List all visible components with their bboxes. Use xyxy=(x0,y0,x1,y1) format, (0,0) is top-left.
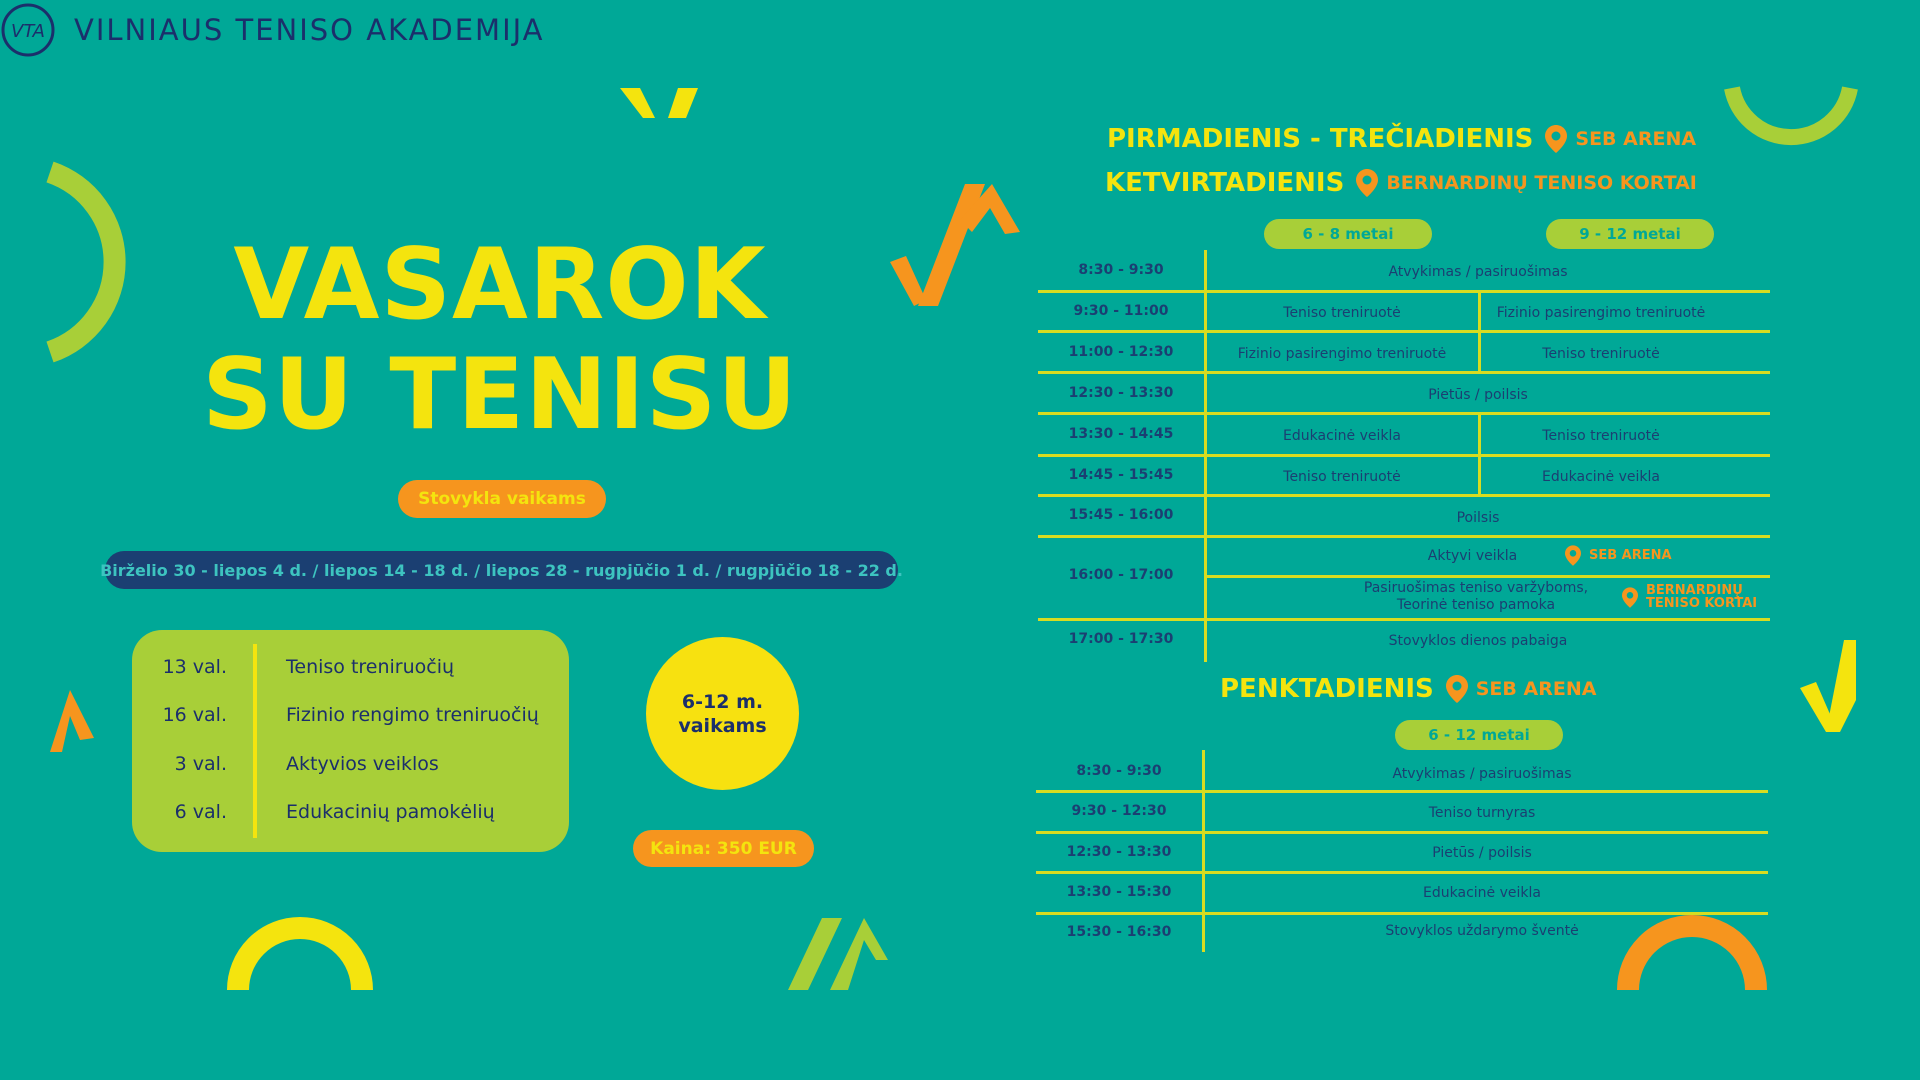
activity-group-2: Teniso treniruotė xyxy=(1542,427,1660,444)
time-slot: 14:45 - 15:45 xyxy=(1068,466,1174,483)
activity-group-2: Edukacinė veikla xyxy=(1542,468,1660,485)
venue-line: TENISO KORTAI xyxy=(1646,596,1758,611)
hours-label: Aktyvios veiklos xyxy=(286,753,439,775)
time-slot: 8:30 - 9:30 xyxy=(1076,762,1162,779)
venue xyxy=(1646,584,1757,610)
camp-tag: Stovykla vaikams xyxy=(398,480,606,518)
grid-line xyxy=(1206,575,1770,578)
time-slot: 15:30 - 16:30 xyxy=(1066,923,1172,940)
grid-line xyxy=(1036,912,1768,915)
time-slot: 12:30 - 13:30 xyxy=(1068,384,1174,401)
time-slot: 13:30 - 15:30 xyxy=(1066,883,1172,900)
venue: SEB ARENA xyxy=(1475,678,1597,700)
age-badge xyxy=(646,637,799,790)
time-slot: 9:30 - 12:30 xyxy=(1071,802,1167,819)
price-tag: Kaina: 350 EUR xyxy=(633,830,814,867)
headline-line-2: SU TENISU xyxy=(202,338,798,452)
venue: SEB ARENA xyxy=(1589,548,1672,563)
activity: Pietūs / poilsis xyxy=(1432,844,1532,861)
activity-group-1: Teniso treniruotė xyxy=(1283,468,1401,485)
age-range: 6-12 m. xyxy=(681,690,764,713)
headline-line-1: VASAROK xyxy=(233,228,767,342)
venue-tag xyxy=(1565,545,1672,566)
activity: Atvykimas / pasiruošimas xyxy=(1388,263,1568,280)
time-slot: 11:00 - 12:30 xyxy=(1068,343,1174,360)
grid-line xyxy=(1038,494,1770,497)
activity-group-1: Edukacinė veikla xyxy=(1283,427,1401,444)
location-pin-icon xyxy=(1446,675,1468,703)
time-slot: 8:30 - 9:30 xyxy=(1078,261,1164,278)
grid-line xyxy=(1036,831,1768,834)
venue: BERNARDINŲ TENISO KORTAI xyxy=(1386,172,1697,194)
time-slot: 16:00 - 17:00 xyxy=(1068,566,1174,583)
activity-line: Pasiruošimas teniso varžyboms, xyxy=(1363,580,1589,596)
grid-line xyxy=(1036,790,1768,793)
vta-logo-icon xyxy=(0,2,56,58)
grid-line xyxy=(1038,290,1770,293)
grid-line xyxy=(1038,618,1770,621)
day-name: PENKTADIENIS xyxy=(1220,674,1434,704)
activity: Pietūs / poilsis xyxy=(1428,386,1528,403)
location-pin-icon xyxy=(1565,545,1581,566)
activity: Teniso turnyras xyxy=(1428,804,1536,821)
venue-line: BERNARDINŲ xyxy=(1646,583,1743,598)
venue-tag xyxy=(1622,584,1757,610)
brand-logo xyxy=(0,0,590,60)
day-range: PIRMADIENIS - TREČIADIENIS xyxy=(1107,124,1534,154)
brand-name: VILNIAUS TENISO AKADEMIJA xyxy=(74,13,545,47)
hours-count: 3 val. xyxy=(174,753,227,775)
activity-line: Teorinė teniso pamoka xyxy=(1396,597,1556,613)
activity: Aktyvi veikla xyxy=(1427,547,1518,564)
activity: Edukacinė veikla xyxy=(1423,884,1541,901)
activity: Poilsis xyxy=(1456,509,1500,526)
grid-line xyxy=(1038,412,1770,415)
time-slot: 13:30 - 14:45 xyxy=(1068,425,1174,442)
location-pin-icon xyxy=(1622,587,1638,608)
hours-count: 13 val. xyxy=(162,656,227,678)
grid-line xyxy=(1038,535,1770,538)
activity: Atvykimas / pasiruošimas xyxy=(1392,765,1572,782)
activity: Stovyklos uždarymo šventė xyxy=(1385,922,1579,939)
dates-bar: Birželio 30 - liepos 4 d. / liepos 14 - 18 d. / liepos 28 - rugpjūčio 1 d. / rugpjūčio 18 - 22 d. xyxy=(105,551,898,589)
hours-label: Teniso treniruočių xyxy=(286,656,455,678)
venue: SEB ARENA xyxy=(1575,128,1697,150)
time-slot: 12:30 - 13:30 xyxy=(1066,843,1172,860)
hours-count: 16 val. xyxy=(162,704,227,726)
weekday-header-1 xyxy=(1107,124,1696,154)
friday-header xyxy=(1220,674,1596,704)
time-slot: 17:00 - 17:30 xyxy=(1068,630,1174,647)
age-audience: vaikams xyxy=(678,714,767,737)
activity-group-1: Fizinio pasirengimo treniruotė xyxy=(1237,345,1447,362)
hours-label: Fizinio rengimo treniruočių xyxy=(286,704,539,726)
hours-row xyxy=(132,648,569,688)
day-name: KETVIRTADIENIS xyxy=(1105,168,1345,198)
activity-group-2: Fizinio pasirengimo treniruotė xyxy=(1496,304,1706,321)
age-group-pill: 6 - 12 metai xyxy=(1395,720,1563,750)
hours-row xyxy=(132,696,569,736)
grid-line xyxy=(1038,371,1770,374)
hours-row xyxy=(132,745,569,785)
grid-line xyxy=(1038,454,1770,457)
weekday-header-2 xyxy=(1105,168,1697,198)
age-group-pill: 6 - 8 metai xyxy=(1264,219,1432,249)
hours-count: 6 val. xyxy=(174,801,227,823)
grid-line xyxy=(1038,330,1770,333)
age-group-pill: 9 - 12 metai xyxy=(1546,219,1714,249)
time-slot: 9:30 - 11:00 xyxy=(1073,302,1169,319)
activity xyxy=(1336,580,1616,614)
hours-row xyxy=(132,793,569,833)
hours-box xyxy=(132,630,569,852)
activity-group-2: Teniso treniruotė xyxy=(1542,345,1660,362)
activity: Stovyklos dienos pabaiga xyxy=(1388,632,1568,649)
svg-text:VTA: VTA xyxy=(11,21,45,42)
location-pin-icon xyxy=(1545,125,1567,153)
hours-label: Edukacinių pamokėlių xyxy=(286,801,495,823)
grid-line xyxy=(1036,871,1768,874)
activity-group-1: Teniso treniruotė xyxy=(1283,304,1401,321)
location-pin-icon xyxy=(1356,169,1378,197)
time-slot: 15:45 - 16:00 xyxy=(1068,506,1174,523)
